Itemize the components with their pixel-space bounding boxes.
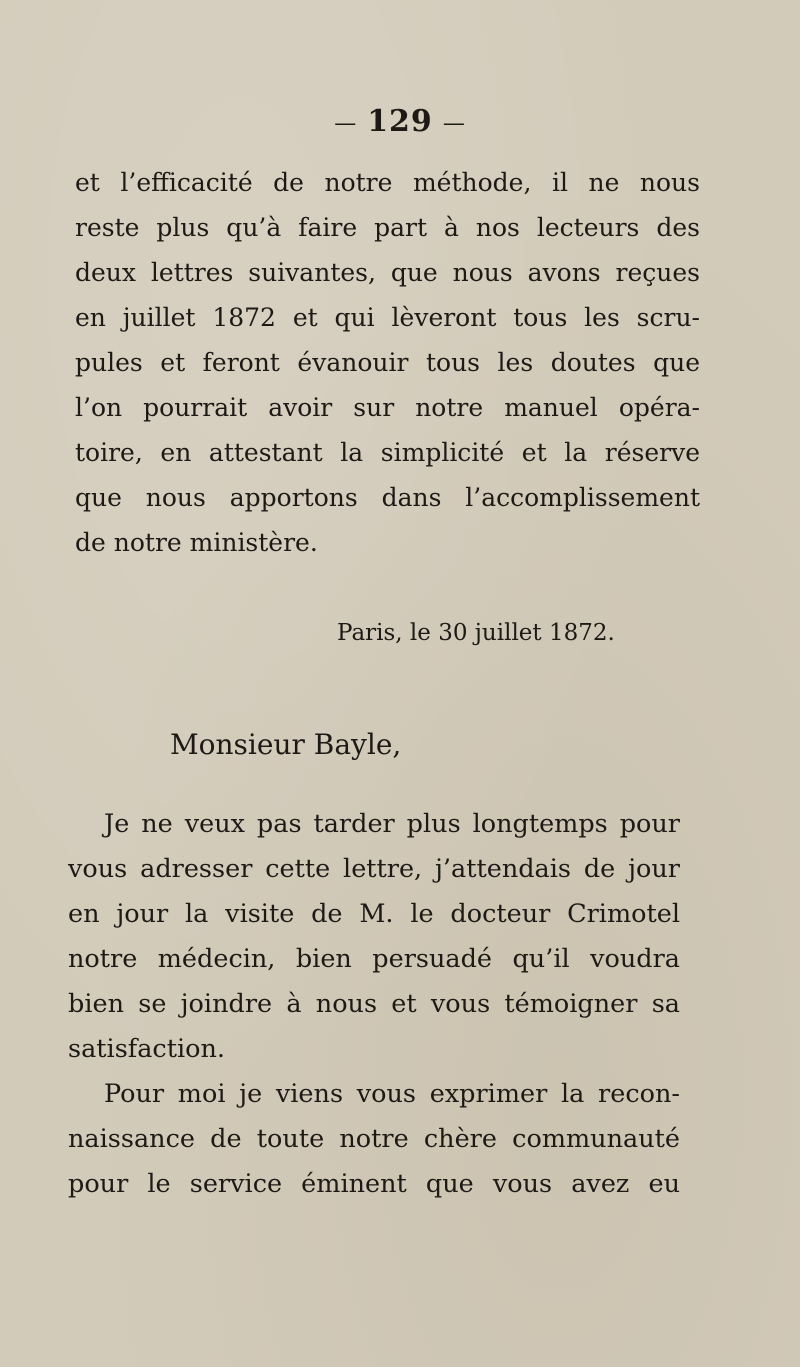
paragraph-intro: [75, 160, 700, 565]
text-line: naissance de toute notre chère communauté: [68, 1124, 680, 1154]
text-line: Je ne veux pas tarder plus longtemps pour: [104, 809, 680, 839]
text-line: que nous apportons dans l’accomplissement: [75, 483, 700, 512]
text-line: notre médecin, bien persuadé qu’il voudra: [68, 944, 680, 974]
page-number: 129: [367, 104, 433, 139]
text-line: satisfaction.: [68, 1034, 225, 1064]
text-line: toire, en attestant la simplicité et la réserve: [75, 438, 700, 467]
text-line: bien se joindre à nous et vous témoigner sa: [68, 989, 680, 1019]
text-line: vous adresser cette lettre, j’attendais de jour: [68, 854, 680, 884]
letter-body: [68, 802, 680, 1207]
page-number-dash-right: —: [442, 110, 466, 136]
letter-dateline: Paris, le 30 juillet 1872.: [337, 620, 615, 646]
text-line: Pour moi je viens vous exprimer la recon-: [104, 1079, 680, 1109]
text-line: et l’efficacité de notre méthode, il ne nous: [75, 168, 700, 197]
page-number-dash-left: —: [334, 110, 358, 136]
text-line: reste plus qu’à faire part à nos lecteurs des: [75, 213, 700, 242]
page-number-header: [0, 104, 800, 139]
text-line: en juillet 1872 et qui lèveront tous les scru-: [75, 303, 700, 332]
text-line: en jour la visite de M. le docteur Crimotel: [68, 899, 680, 929]
text-line: pour le service éminent que vous avez eu: [68, 1169, 680, 1199]
text-line: l’on pourrait avoir sur notre manuel opéra-: [75, 393, 700, 422]
text-line: de notre ministère.: [75, 528, 318, 557]
text-line: deux lettres suivantes, que nous avons reçues: [75, 258, 700, 287]
letter-salutation: Monsieur Bayle,: [170, 728, 402, 761]
text-line: pules et feront évanouir tous les doutes que: [75, 348, 700, 377]
